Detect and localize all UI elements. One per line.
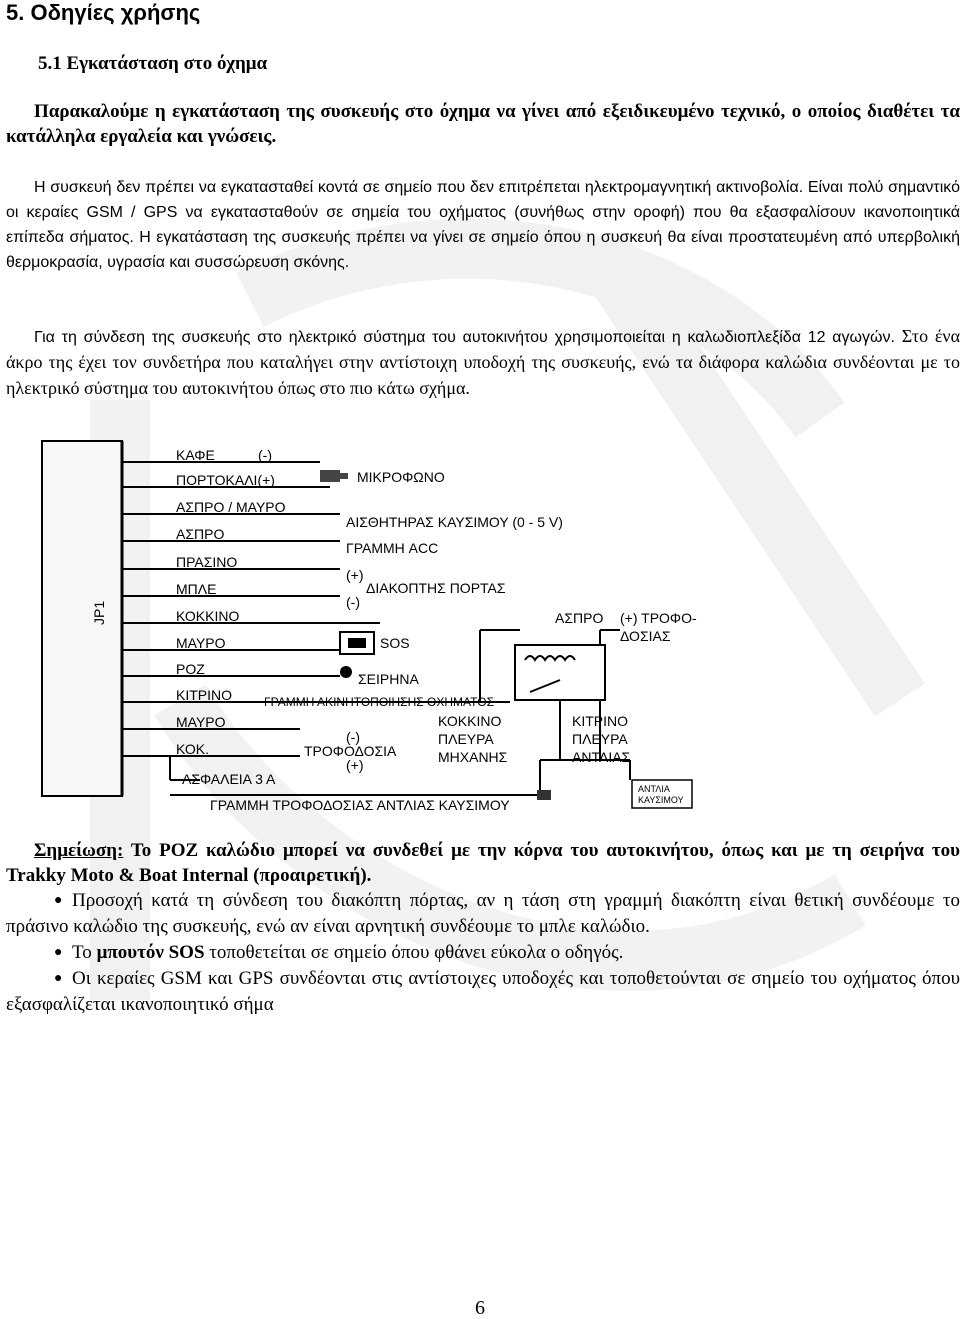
- fuse-label: ΑΣΦΑΛΕΙΑ 3 Α: [182, 771, 276, 787]
- wire-label: ΚΑΦΕ: [176, 447, 215, 463]
- fuse-icon: [537, 790, 551, 800]
- power-label: ΤΡΟΦΟΔΟΣΙΑ: [304, 743, 397, 759]
- door-switch-label: ΔΙΑΚΟΠΤΗΣ ΠΟΡΤΑΣ: [366, 580, 506, 596]
- plus-label: (+): [346, 567, 364, 583]
- bullet-icon: ●: [54, 971, 63, 986]
- bullet-sos-button: [6, 940, 960, 966]
- bullet-bold-text: μπουτόν SOS: [96, 942, 205, 963]
- yellow-pump-label: ΑΝΤΛΙΑΣ: [572, 749, 631, 765]
- wire-label: ΡΟΖ: [176, 661, 205, 677]
- red-side-label: ΠΛΕΥΡΑ: [438, 731, 494, 747]
- pump-box-label-2: ΚΑΥΣΙΜΟΥ: [638, 795, 684, 805]
- note-paragraph: [6, 838, 960, 888]
- wire-label: ΚΙΤΡΙΝΟ: [176, 687, 233, 703]
- relay-icon: [515, 645, 605, 700]
- immobilizer-label: ΓΡΑΜΜΗ ΑΚΙΝΗΤΟΠΟΙΗΣΗΣ ΟΧΗΜΑΤΟΣ: [264, 695, 494, 709]
- wire-label: ΚΟΚΚΙΝΟ: [176, 608, 240, 624]
- bullet-door-switch: [6, 888, 960, 940]
- wire-label: ΑΣΠΡΟ / ΜΑΥΡΟ: [176, 499, 286, 515]
- plus-label: (+): [346, 757, 364, 773]
- minus-label: (-): [346, 729, 360, 745]
- bullet-text: τοποθετείται σε σημείο όπου φθάνει εύκολα ο οδηγός.: [204, 942, 624, 963]
- wire-label: ΜΑΥΡΟ: [176, 635, 226, 651]
- wire-labels: [176, 447, 286, 757]
- acc-line-label: ΓΡΑΜΜΗ ACC: [346, 540, 439, 556]
- red-label: ΚΟΚΚΙΝΟ: [438, 713, 502, 729]
- paragraph-wiring: [6, 324, 960, 402]
- relay-white-label: ΑΣΠΡΟ: [555, 610, 604, 626]
- connector-label: JP1: [91, 600, 107, 625]
- paragraph-wiring-rest: Στο ένα άκρο της έχει τον συνδετήρα που καταλήγει στην αντίστοιχη υποδοχή της συσκευής, ενώ τα διάφορα καλώδια συνδέονται με το ηλεκτρικό σύστημα του αυτοκινήτου όπως στο πιο κάτω σχήμα.: [6, 326, 960, 398]
- intro-paragraph: Παρακαλούμε η εγκατάσταση της συσκευής στο όχημα να γίνει από εξειδικευμένο τεχνικό, ο οποίος διαθέτει τα κατάλληλα εργαλεία και γνώσεις.: [6, 101, 960, 147]
- fuel-sensor-label: ΑΙΣΘΗΤΗΡΑΣ ΚΑΥΣΙΜΟΥ (0 - 5 V): [346, 514, 563, 530]
- pump-box-label: ΑΝΤΛΙΑ: [638, 784, 670, 794]
- wire-label: ΜΑΥΡΟ: [176, 714, 226, 730]
- page-number: 6: [475, 1297, 485, 1319]
- minus-label: (-): [258, 447, 272, 463]
- sos-button-icon: [340, 632, 374, 654]
- wiring-diagram: [0, 430, 960, 830]
- bullet-text: Οι κεραίες GSM και GPS συνδέονται στις αντίστοιχες υποδοχές και τοποθετούνται σε σημείο του οχήματος όπου εξασφαλίζεται ικανοποιητικό σήμα: [6, 968, 960, 1015]
- minus-label: (-): [346, 594, 360, 610]
- paragraph-wiring-first: Για τη σύνδεση της συσκευής στο ηλεκτρικό σύστημα του αυτοκινήτου χρησιμοποιείται η καλωδιοπλεξίδα 12 αγωγών.: [34, 329, 895, 346]
- wire-label: ΜΠΛΕ: [176, 581, 217, 597]
- wire-label: ΠΟΡΤΟΚΑΛΙ(+): [176, 472, 275, 488]
- note-label: Σημείωση:: [34, 840, 124, 861]
- wire-label: ΚΟΚ.: [176, 741, 210, 757]
- paragraph-installation: Η συσκευή δεν πρέπει να εγκατασταθεί κοντά σε σημείο που δεν επιτρέπεται ηλεκτρομαγνητική ακτινοβολία. Είναι πολύ σημαντικό οι κεραίες GSM / GPS να εγκατασταθούν σε σημεία του οχήματος (συνήθως στην οροφή) που θα εξασφαλίσουν ικανοποιητικά επίπεδα σήματος. Η εγκατάσταση της συσκευής πρέπει να γίνει σε σημείο όπου η συσκευή θα είναι προστατευμένη από υπερβολική θερμοκρασία, υγρασία και συσσώρευση σκόνης.: [6, 179, 960, 271]
- wire-label: ΠΡΑΣΙΝΟ: [176, 554, 238, 570]
- yellow-label: ΚΙΤΡΙΝΟ: [572, 713, 629, 729]
- wire-label: ΑΣΠΡΟ: [176, 526, 225, 542]
- connector-block: [42, 441, 122, 796]
- note-text: Το ΡΟΖ καλώδιο μπορεί να συνδεθεί με την κόρνα του αυτοκινήτου, όπως και με τη σειρήνα του Trakky Moto & Boat Internal (προαιρετική).: [6, 840, 960, 886]
- microphone-label: ΜΙΚΡΟΦΩΝΟ: [357, 469, 445, 485]
- red-engine-label: ΜΗΧΑΝΗΣ: [438, 749, 508, 765]
- bullet-icon: ●: [54, 893, 63, 908]
- siren-label: ΣΕΙΡΗΝΑ: [358, 671, 419, 687]
- section-heading: 5. Οδηγίες χρήσης: [6, 0, 201, 25]
- bullet-text: Το: [72, 942, 97, 963]
- relay-supply-label-2: ΔΟΣΙΑΣ: [620, 628, 671, 644]
- bullet-antennas: [6, 966, 960, 1018]
- bullet-icon: ●: [54, 945, 63, 960]
- siren-icon: [340, 666, 352, 678]
- subsection-heading: 5.1 Εγκατάσταση στο όχημα: [38, 53, 268, 74]
- bullet-text: Προσοχή κατά τη σύνδεση του διακόπτη πόρτας, αν η τάση στη γραμμή διακόπτη είναι θετική συνδέουμε το πράσινο καλώδιο της συσκευής, ενώ αν είναι αρνητική συνδέουμε το μπλε καλώδιο.: [6, 890, 960, 937]
- pump-line-label: ΓΡΑΜΜΗ ΤΡΟΦΟΔΟΣΙΑΣ ΑΝΤΛΙΑΣ ΚΑΥΣΙΜΟΥ: [210, 797, 510, 813]
- yellow-side-label: ΠΛΕΥΡΑ: [572, 731, 628, 747]
- sos-label: SOS: [380, 635, 410, 651]
- microphone-icon: [320, 470, 348, 482]
- relay-supply-label: (+) ΤΡΟΦΟ-: [620, 610, 697, 626]
